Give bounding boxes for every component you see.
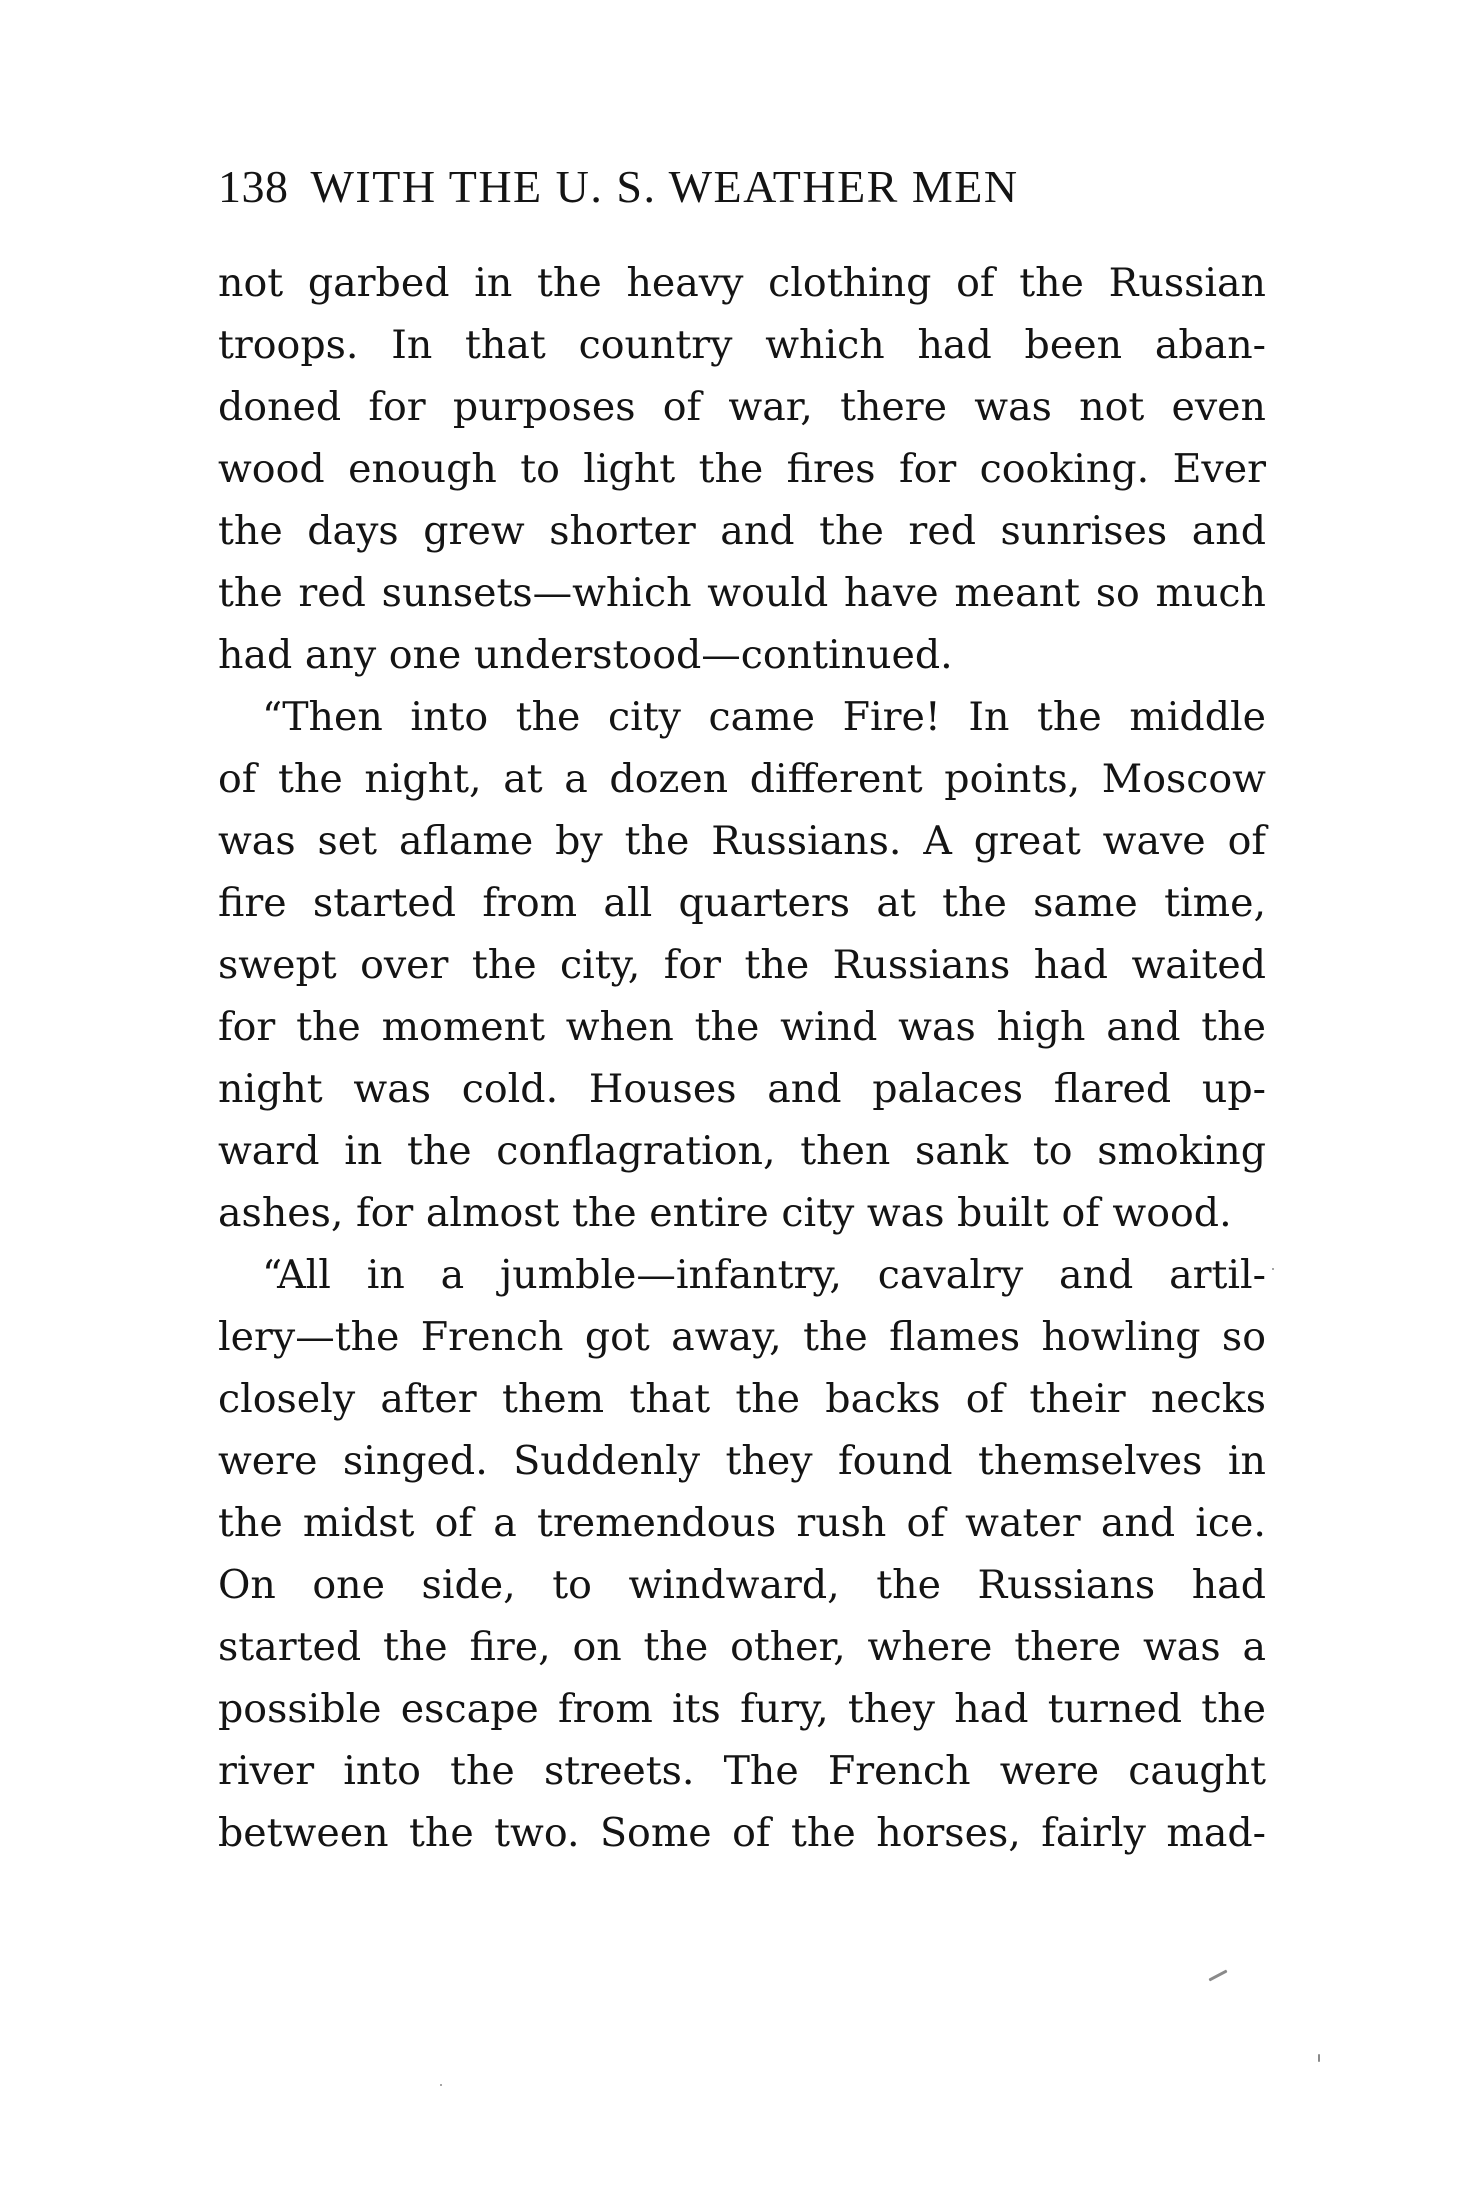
text-line: were singed. Suddenly they found themselves in <box>218 1438 1266 1484</box>
print-speck <box>1208 1969 1227 1981</box>
text-line: lery—the French got away, the flames howling so <box>218 1314 1266 1360</box>
text-line: the midst of a tremendous rush of water and ice. <box>218 1500 1266 1546</box>
paragraph-first-line: “Then into the city came Fire! In the middle <box>262 694 1266 740</box>
text-line: ashes, for almost the entire city was built of wood. <box>218 1190 1232 1236</box>
text-line: had any one understood—continued. <box>218 632 953 678</box>
paragraph-first-line: “All in a jumble—infantry, cavalry and artil- <box>262 1252 1266 1298</box>
text-line: night was cold. Houses and palaces flared up- <box>218 1066 1266 1112</box>
text-line: troops. In that country which had been aban- <box>218 322 1266 368</box>
text-line: fire started from all quarters at the same time, <box>218 880 1266 926</box>
text-line: ward in the conflagration, then sank to smoking <box>218 1128 1266 1174</box>
text-line: On one side, to windward, the Russians had <box>218 1562 1266 1608</box>
text-line: closely after them that the backs of their necks <box>218 1376 1266 1422</box>
text-line: doned for purposes of war, there was not even <box>218 384 1266 430</box>
page-number: 138 <box>218 161 289 212</box>
running-title: WITH THE U. S. WEATHER MEN <box>310 161 1019 212</box>
text-line: possible escape from its fury, they had turned the <box>218 1686 1266 1732</box>
text-line: river into the streets. The French were caught <box>218 1748 1266 1794</box>
text-line: the red sunsets—which would have meant so much <box>218 570 1266 616</box>
text-line: swept over the city, for the Russians had waited <box>218 942 1266 988</box>
text-line: of the night, at a dozen different points, Moscow <box>218 756 1266 802</box>
text-line: wood enough to light the fires for cooking. Ever <box>218 446 1266 492</box>
print-speck <box>440 2084 442 2086</box>
text-line: for the moment when the wind was high and the <box>218 1004 1266 1050</box>
text-line: between the two. Some of the horses, fairly mad- <box>218 1810 1266 1856</box>
print-speck <box>1318 2054 1320 2062</box>
text-line: not garbed in the heavy clothing of the Russian <box>218 260 1266 306</box>
print-speck <box>1272 1268 1274 1270</box>
body-text <box>218 252 1266 1864</box>
page-header <box>218 160 1266 226</box>
text-line: started the fire, on the other, where there was a <box>218 1624 1266 1670</box>
text-line: was set aflame by the Russians. A great wave of <box>218 818 1266 864</box>
text-line: the days grew shorter and the red sunrises and <box>218 508 1266 554</box>
